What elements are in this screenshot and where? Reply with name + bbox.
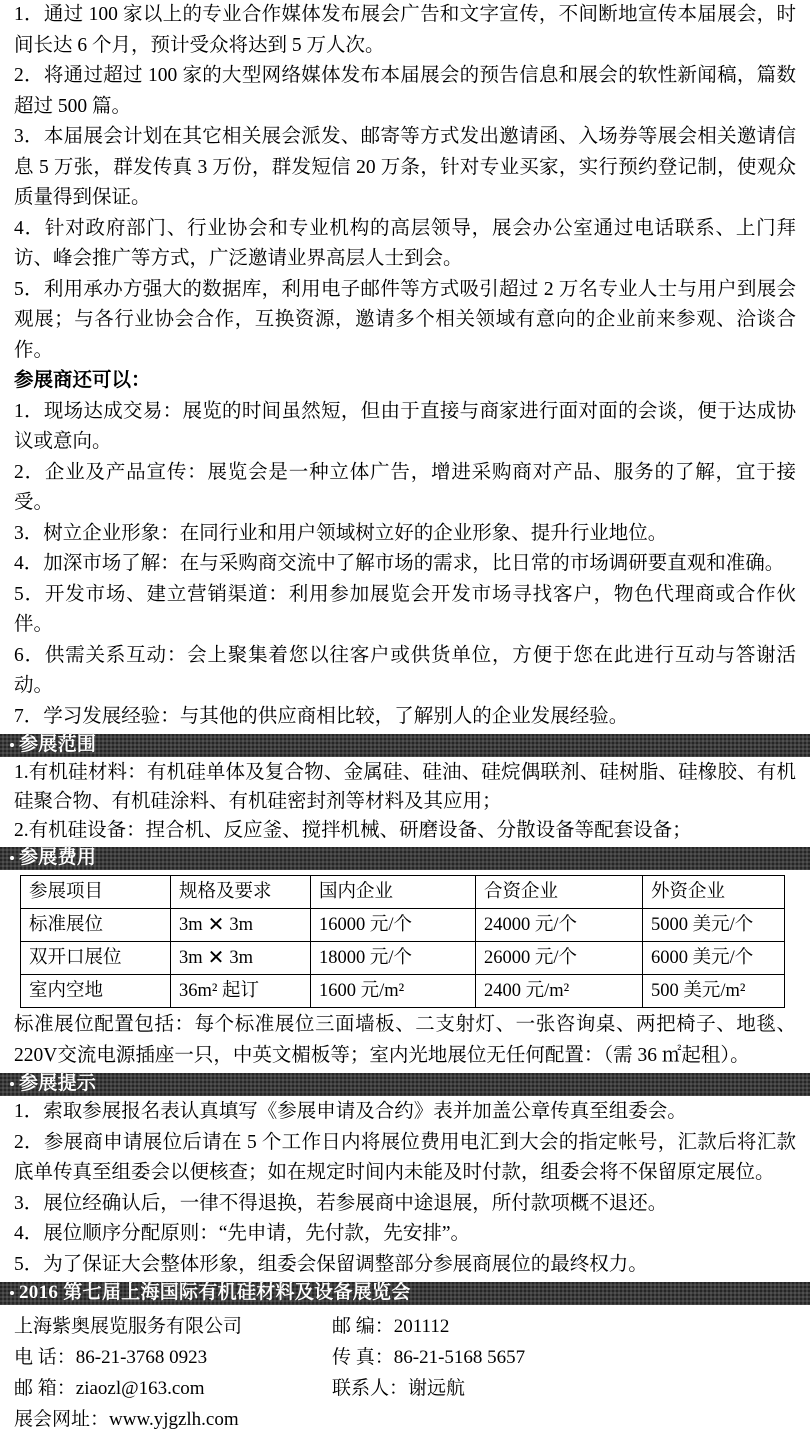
promotion-item: 2．将通过超过 100 家的大型网络媒体发布本届展会的预告信息和展会的软性新闻稿，篇数超过 500 篇。 (14, 65, 796, 117)
tips-list (14, 1097, 796, 1280)
tip-item: 4．展位顺序分配原则：“先申请，先付款，先安排”。 (14, 1223, 471, 1244)
website-field (14, 1404, 332, 1435)
cell-domestic-price: 16000 元/个 (311, 909, 476, 942)
cell-spec: 36m² 起订 (171, 975, 311, 1008)
promotion-item: 3．本届展会计划在其它相关展会派发、邮寄等方式发出邀请函、入场券等展会相关邀请信息 5 万张，群发传真 3 万份，群发短信 20 万条，针对专业买家，实行预约登记制，使观众质量得到保证。 (14, 126, 796, 208)
benefit-item: 5．开发市场、建立营销渠道：利用参加展览会开发市场寻找客户，物色代理商或合作伙伴。 (14, 583, 796, 635)
benefit-item: 1．现场达成交易：展览的时间虽然短，但由于直接与商家进行面对面的会谈，便于达成协议或意向。 (14, 400, 796, 452)
fax-field (332, 1342, 796, 1373)
table-header-row (21, 876, 785, 909)
promotion-item: 1．通过 100 家以上的专业合作媒体发布展会广告和文字宣传，不间断地宣传本届展会，时间长达 6 个月，预计受众将达到 5 万人次。 (14, 4, 796, 56)
fax-label: 传 真： (332, 1347, 394, 1368)
column-header-domestic: 国内企业 (311, 876, 476, 909)
email-label: 邮 箱： (14, 1378, 76, 1399)
contact-row-spacer (332, 1404, 796, 1435)
scope-list (14, 758, 796, 845)
fee-table-wrapper (14, 871, 796, 1010)
telephone-value: 86-21-3768 0923 (75, 1347, 208, 1368)
postcode-label: 邮 编： (332, 1316, 394, 1337)
spec-depth: 3m (229, 948, 254, 968)
section-header-footer-title (0, 1282, 810, 1305)
contact-row (14, 1342, 796, 1373)
telephone-label: 电 话： (14, 1347, 76, 1368)
cell-foreign-price: 500 美元/m² (643, 975, 785, 1008)
bullet-icon (10, 856, 14, 860)
scope-item: 1.有机硅材料：有机硅单体及复合物、金属硅、硅油、硅烷偶联剂、硅树脂、硅橡胶、有机硅聚合物、有机硅涂料、有机硅密封剂等材料及其应用； (14, 762, 796, 812)
cell-joint-venture-price: 2400 元/m² (476, 975, 643, 1008)
exhibitor-benefits-list (14, 397, 796, 733)
email-value[interactable]: ziaozl@163.com (75, 1378, 205, 1399)
section-header-label: 参展提示 (19, 1073, 97, 1094)
cell-domestic-price: 1600 元/m² (311, 975, 476, 1008)
promotion-item: 4．针对政府部门、行业协会和专业机构的高层领导，展会办公室通过电话联系、上门拜访、峰会推广等方式，广泛邀请业界高层人士到会。 (14, 217, 796, 269)
company-name: 上海紫奥展览服务有限公司 (14, 1316, 243, 1337)
column-header-item: 参展项目 (21, 876, 171, 909)
contact-person-label: 联系人： (332, 1378, 409, 1399)
spec-depth: 3m (229, 915, 254, 935)
section-header-label: 参展范围 (19, 734, 97, 755)
section-header-label: 2016 第七届上海国际有机硅材料及设备展览会 (19, 1282, 411, 1303)
cell-foreign-price: 5000 美元/个 (643, 909, 785, 942)
postcode-field (332, 1311, 796, 1342)
cell-item: 双开口展位 (21, 942, 171, 975)
tip-item: 2．参展商申请展位后请在 5 个工作日内将展位费用电汇到大会的指定帐号，汇款后将汇款底单传真至组委会以便核查；如在规定时间内未能及时付款，组委会将不保留原定展位。 (14, 1131, 796, 1183)
contact-row (14, 1373, 796, 1404)
tip-item: 1．索取参展报名表认真填写《参展申请及合约》表并加盖公章传真至组委会。 (14, 1101, 687, 1122)
contact-person-field (332, 1373, 796, 1404)
website-value[interactable]: www.yjgzlh.com (109, 1409, 239, 1430)
section-header-tips (0, 1073, 810, 1096)
cell-spec (171, 942, 311, 975)
benefit-item: 2．企业及产品宣传：展览会是一种立体广告，增进采购商对产品、服务的了解，宜于接受。 (14, 461, 796, 513)
column-header-spec: 规格及要求 (171, 876, 311, 909)
postcode-value: 201112 (393, 1316, 450, 1337)
fee-note: 标准展位配置包括：每个标准展位三面墙板、二支射灯、一张咨询桌、两把椅子、地毯、220V交流电源插座一只，中英文楣板等；室内光地展位无任何配置：（需 36 ㎡起租）。 (14, 1014, 796, 1066)
website-label: 展会网址： (14, 1409, 110, 1430)
multiply-icon: ✕ (207, 945, 225, 969)
cell-item: 室内空地 (21, 975, 171, 1008)
column-header-joint-venture: 合资企业 (476, 876, 643, 909)
cell-item: 标准展位 (21, 909, 171, 942)
tip-item: 5．为了保证大会整体形象，组委会保留调整部分参展商展位的最终权力。 (14, 1253, 648, 1275)
bullet-icon (10, 1082, 14, 1086)
email-field (14, 1373, 332, 1404)
cell-joint-venture-price: 26000 元/个 (476, 942, 643, 975)
cell-spec (171, 909, 311, 942)
promotion-item: 5．利用承办方强大的数据库，利用电子邮件等方式吸引超过 2 万名专业人士与用户到展会观展；与各行业协会合作，互换资源，邀请多个相关领域有意向的企业前来参观、洽谈合作。 (14, 278, 796, 361)
benefit-item: 3．树立企业形象：在同行业和用户领域树立好的企业形象、提升行业地位。 (14, 522, 668, 544)
cell-foreign-price: 6000 美元/个 (643, 942, 785, 975)
cell-joint-venture-price: 24000 元/个 (476, 909, 643, 942)
benefit-item: 6．供需关系互动：会上聚集着您以往客户或供货单位，方便于您在此进行互动与答谢活动。 (14, 644, 796, 696)
section-header-label: 参展费用 (19, 847, 97, 868)
telephone-field (14, 1342, 332, 1373)
cell-domestic-price: 18000 元/个 (311, 942, 476, 975)
fee-table (20, 875, 785, 1008)
contact-row (14, 1311, 796, 1342)
fax-value: 86-21-5168 5657 (393, 1347, 526, 1368)
contact-person-value: 谢远航 (408, 1378, 466, 1399)
spec-width: 3m (179, 948, 203, 968)
bullet-icon (10, 1291, 14, 1295)
exhibitor-benefits-title: 参展商还可以： (14, 370, 151, 391)
column-header-foreign: 外资企业 (643, 876, 785, 909)
benefit-item: 4．加深市场了解：在与采购商交流中了解市场的需求，比日常的市场调研要直观和准确。 (14, 553, 785, 574)
section-header-scope (0, 734, 810, 757)
bullet-icon (10, 743, 14, 747)
benefit-item: 7．学习发展经验：与其他的供应商相比较，了解别人的企业发展经验。 (14, 705, 629, 727)
spec-width: 3m (179, 915, 203, 935)
table-row (21, 942, 785, 975)
contact-block (14, 1306, 796, 1435)
scope-item: 2.有机硅设备：捏合机、反应釜、搅拌机械、研磨设备、分散设备等配套设备； (14, 820, 692, 841)
section-header-fee (0, 847, 810, 870)
table-row (21, 975, 785, 1008)
table-row (21, 909, 785, 942)
tip-item: 3．展位经确认后，一律不得退换，若参展商中途退展，所付款项概不退还。 (14, 1192, 668, 1214)
contact-row (14, 1404, 796, 1435)
multiply-icon: ✕ (207, 912, 225, 936)
promotion-list (14, 0, 796, 366)
